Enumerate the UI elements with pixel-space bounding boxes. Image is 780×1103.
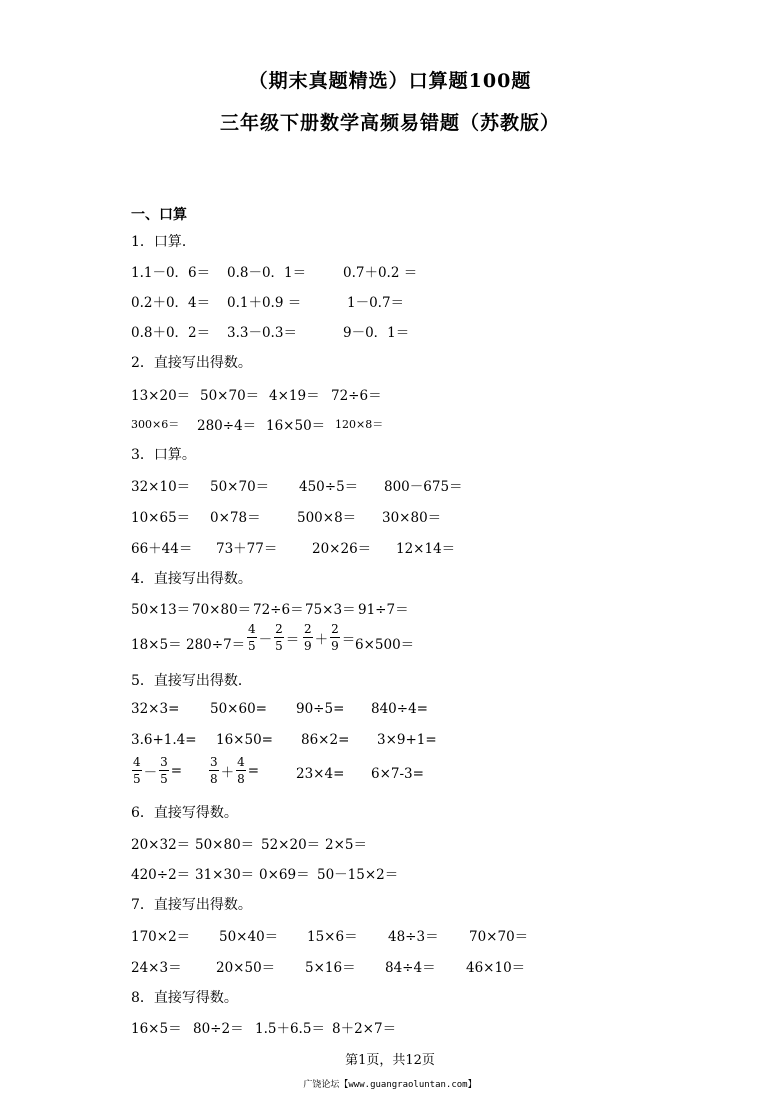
math-item: 20×26＝	[312, 541, 372, 557]
question-5-label: 5．直接写出得数．	[131, 673, 252, 689]
math-item: 0.8－0．1＝	[227, 265, 307, 281]
question-6-label: 6．直接写得数。	[131, 805, 238, 821]
math-item: 0×78＝	[210, 510, 261, 526]
math-item: 420÷2＝	[131, 867, 191, 883]
math-item: 91÷7＝	[358, 602, 409, 618]
fraction: $\frac{2}{9}$	[304, 622, 312, 653]
math-item: 50×70＝	[200, 388, 260, 404]
math-item: 300×6＝	[131, 418, 180, 431]
math-item: 50×60=	[210, 701, 267, 717]
math-item: 32×10＝	[131, 479, 191, 495]
math-item: 280÷4＝	[197, 418, 257, 434]
math-item: 50×13＝	[131, 602, 191, 618]
math-item: 1.5＋6.5＝	[255, 1021, 325, 1037]
math-item: 66＋44＝	[131, 541, 193, 557]
math-item: 450÷5＝	[299, 479, 359, 495]
math-item: 0.7＋0.2 ＝	[343, 265, 418, 281]
fraction: $\frac{3}{5}$	[160, 755, 168, 786]
math-item: 1.1－0．6＝	[131, 265, 211, 281]
question-4-label: 4．直接写出得数。	[131, 571, 252, 587]
math-item: 80÷2＝	[193, 1021, 244, 1037]
question-7-label: 7．直接写出得数。	[131, 897, 252, 913]
math-item: 840÷4=	[371, 701, 428, 717]
math-item: 500×8＝	[297, 510, 357, 526]
math-item: 16×50=	[216, 732, 273, 748]
math-item: 20×32＝	[131, 837, 191, 853]
math-item: 50×70＝	[210, 479, 270, 495]
math-item: 52×20＝	[261, 837, 321, 853]
math-item: 16×50＝	[266, 418, 326, 434]
math-item: 280÷7＝	[186, 637, 246, 653]
math-item: 20×50＝	[216, 960, 276, 976]
math-item: 70×80＝	[192, 602, 252, 618]
math-item: 170×2＝	[131, 929, 191, 945]
math-item: 50－15×2＝	[317, 867, 399, 883]
math-item: 16×5＝	[131, 1021, 182, 1037]
fraction: $\frac{4}{5}$	[133, 755, 141, 786]
math-item: 1－0.7＝	[347, 295, 405, 311]
page-number-footer: 第1页，共12页	[345, 1053, 435, 1068]
math-item: 10×65＝	[131, 510, 191, 526]
fraction: $\frac{2}{9}$	[331, 622, 339, 653]
watermark-text: 广饶论坛【www.guangraoluntan.com】	[303, 1080, 477, 1090]
math-item: 120×8＝	[335, 418, 384, 431]
math-item: 5×16＝	[305, 960, 356, 976]
math-item: 30×80＝	[382, 510, 442, 526]
math-item: 12×14＝	[396, 541, 456, 557]
math-item: 90÷5=	[296, 701, 345, 717]
math-item: 13×20＝	[131, 388, 191, 404]
math-item: 15×6＝	[307, 929, 358, 945]
math-item: 0.1＋0.9 ＝	[227, 295, 302, 311]
fraction-expression: $\frac{4}{5}$ － $\frac{2}{5}$ ＝	[248, 622, 300, 653]
fraction: $\frac{2}{5}$	[275, 622, 283, 653]
math-item: 3.3－0.3＝	[227, 325, 297, 341]
math-item: 46×10＝	[466, 960, 526, 976]
fraction-expression: $\frac{2}{9}$ ＋ $\frac{2}{9}$ ＝	[304, 622, 356, 653]
math-item: 6×500＝	[355, 637, 415, 653]
math-item: 6×7-3=	[371, 766, 424, 782]
math-item: 73＋77＝	[216, 541, 278, 557]
math-item: 23×4=	[296, 766, 345, 782]
fraction-expression: $\frac{3}{8}$ ＋ $\frac{4}{8}$ =	[210, 755, 260, 786]
math-item: 18×5＝	[131, 637, 182, 653]
math-item: 50×40＝	[219, 929, 279, 945]
math-item: 31×30＝	[195, 867, 255, 883]
document-title-line-1: （期末真题精选）口算题100题	[248, 70, 532, 92]
math-item: 75×3＝	[305, 602, 356, 618]
document-title-line-2: 三年级下册数学高频易错题（苏教版）	[219, 112, 560, 134]
math-item: 0.8＋0．2＝	[131, 325, 211, 341]
math-item: 48÷3＝	[388, 929, 439, 945]
math-item: 2×5＝	[325, 837, 367, 853]
fraction: $\frac{3}{8}$	[210, 755, 218, 786]
math-item: 4×19＝	[269, 388, 320, 404]
question-3-label: 3．口算。	[131, 447, 196, 463]
math-item: 32×3=	[131, 701, 180, 717]
question-2-label: 2．直接写出得数。	[131, 355, 252, 371]
math-item: 800－675＝	[384, 479, 463, 495]
question-1-label: 1．口算．	[131, 234, 196, 250]
math-item: 3×9+1=	[377, 732, 437, 748]
math-item: 70×70＝	[469, 929, 529, 945]
fraction: $\frac{4}{8}$	[237, 755, 245, 786]
math-item: 0×69＝	[259, 867, 310, 883]
question-8-label: 8．直接写得数。	[131, 990, 238, 1006]
section-heading: 一、口算	[131, 207, 187, 223]
math-item: 9－0．1＝	[343, 325, 410, 341]
math-item: 72÷6＝	[253, 602, 304, 618]
math-item: 8＋2×7＝	[332, 1021, 397, 1037]
fraction: $\frac{4}{5}$	[248, 622, 256, 653]
fraction-expression: $\frac{4}{5}$ － $\frac{3}{5}$ =	[133, 755, 183, 786]
math-item: 86×2=	[301, 732, 350, 748]
math-item: 84÷4＝	[385, 960, 436, 976]
math-item: 50×80＝	[195, 837, 255, 853]
math-item: 72÷6＝	[331, 388, 382, 404]
math-item: 24×3＝	[131, 960, 182, 976]
math-item: 3.6+1.4=	[131, 732, 197, 748]
math-item: 0.2＋0．4＝	[131, 295, 211, 311]
